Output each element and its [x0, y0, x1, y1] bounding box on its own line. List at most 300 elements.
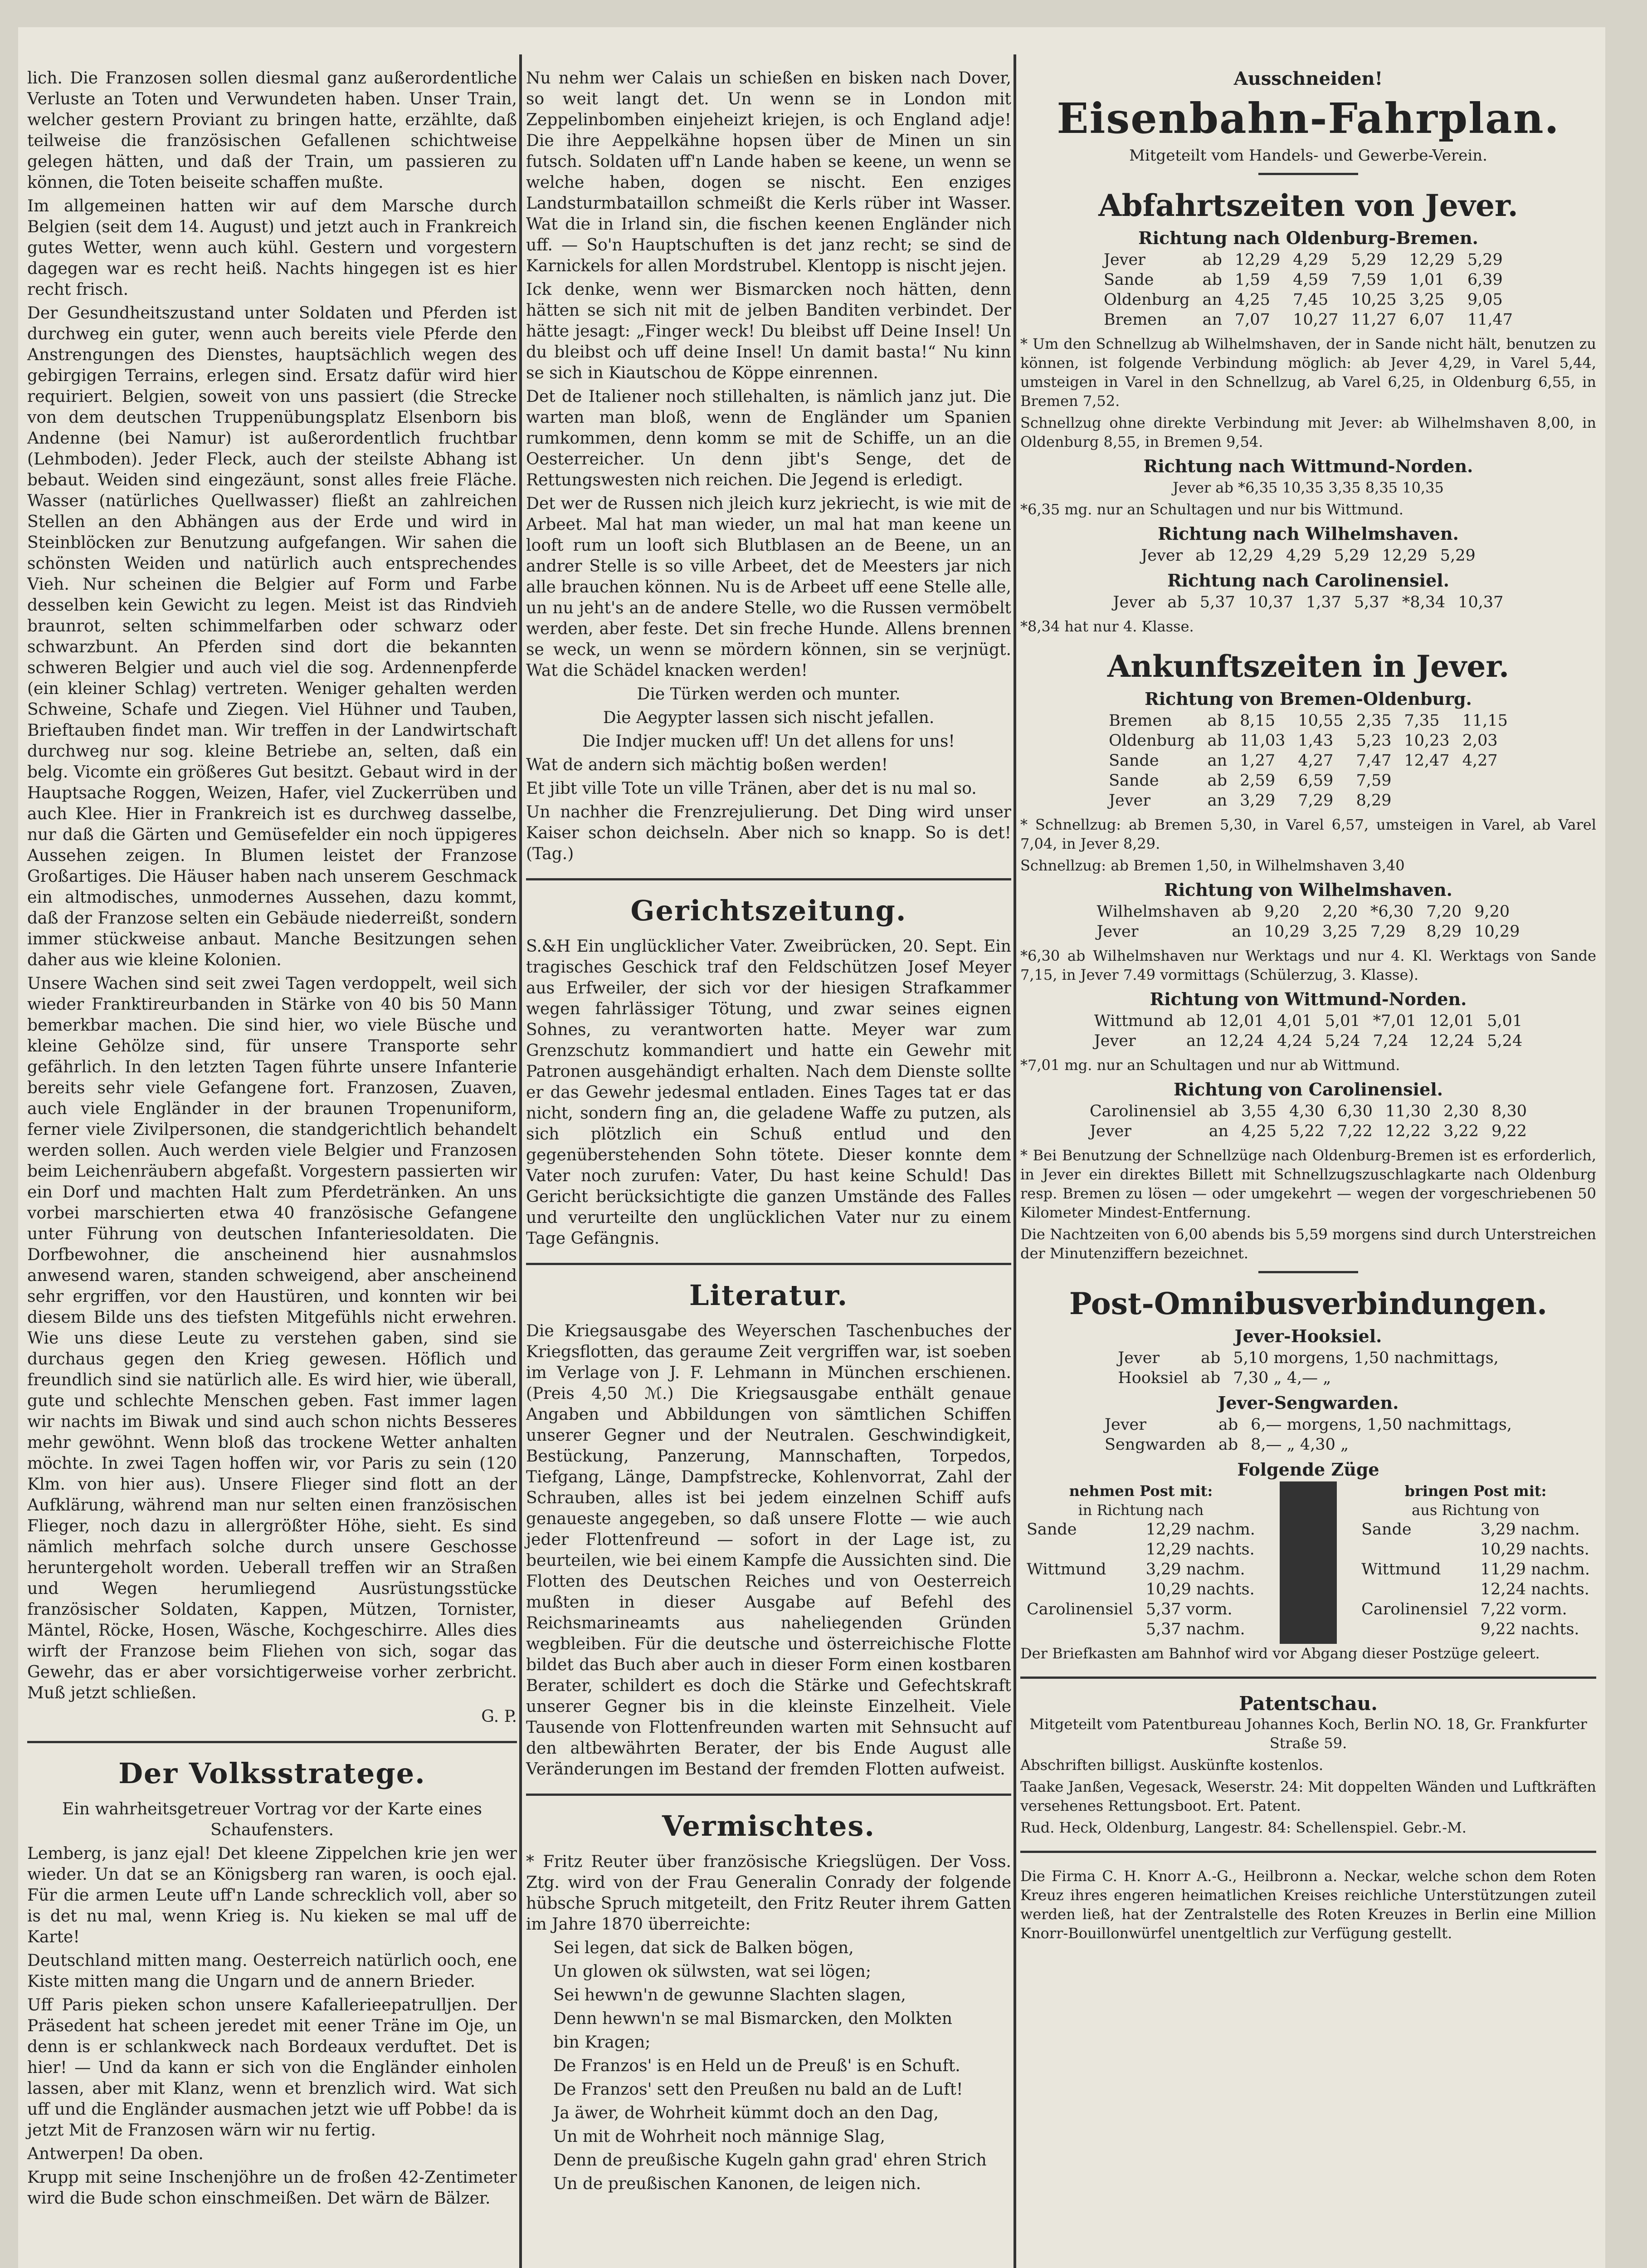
poem-line: Denn de preußische Kugeln gahn grad' ehren Strich: [553, 2151, 987, 2170]
table-cell: 5,24: [1487, 1032, 1523, 1050]
table-cell: 12,29 nachts.: [1145, 1540, 1255, 1559]
timetable-note: *8,34 hat nur 4. Klasse.: [1020, 618, 1194, 635]
table-cell: 2,20: [1322, 903, 1358, 921]
table-cell: 5,37 vorm.: [1145, 1600, 1233, 1618]
table-cell: 12,01: [1429, 1012, 1475, 1030]
table-cell: [1456, 791, 1514, 811]
table-cell: 7,47: [1356, 752, 1392, 770]
table-cell: 3,29: [1240, 792, 1276, 810]
table-cell: 6,— morgens, 1,50 nachmittags,: [1251, 1416, 1512, 1434]
article-paragraph: * Fritz Reuter über französische Kriegslügen. Der Voss. Ztg. wird von der Frau Generalin Conrady der folgende hübsche Spruch mitgeteilt, den Fritz Reuter ihrem Gatten im Jahre 1870 überreichte:: [526, 1853, 1011, 1934]
article-paragraph: Lemberg, is janz ejal! Det kleene Zippelchen krie jen wer wieder. Un dat se an Königsberg ran waren, is ooch ejal. Für die armen Leute uff'n Lande schrecklich voll, aber so is det nu mal, wenn Krieg is. Nu kieken se mal uff de Karte!: [27, 1844, 517, 1946]
poem-line: Sei hewwn'n de gewunne Slachten slagen,: [553, 1986, 906, 2004]
signature: G. P.: [481, 1707, 517, 1726]
table-row: [1083, 1101, 1533, 1121]
article-paragraph: Un nachher die Frenzrejulierung. Det Ding wird unser Kaiser schon deichseln. Aber nich so knapp. So is det! (Tag.): [526, 803, 1011, 863]
heading-volksstratege: Der Volksstratege.: [118, 1757, 426, 1790]
table-cell: ab: [1218, 1436, 1238, 1454]
table-cell: 7,22: [1337, 1122, 1373, 1140]
table-cell: 12,29: [1228, 547, 1273, 565]
heading-literatur: Literatur.: [689, 1279, 848, 1312]
timetable-note: *6,35 mg. nur an Schultagen und nur bis Wittmund.: [1020, 501, 1403, 518]
table-cell: 10,37: [1458, 593, 1504, 611]
table-cell: Jever: [1141, 547, 1183, 565]
table-cell: Oldenburg: [1109, 732, 1195, 750]
table-cell: an: [1186, 1032, 1206, 1050]
poem: [526, 1938, 1011, 2195]
article-paragraph: Krupp mit seine Inschenjöhre un de froßen 42-Zentimeter wird die Bude schon einschmeißen. Det wärn de Bälzer.: [27, 2168, 517, 2208]
table-cell: [1355, 1579, 1474, 1599]
article-paragraph: Et jibt ville Tote un ville Tränen, aber det is nu mal so.: [526, 779, 977, 798]
table-cell: Sande: [1103, 271, 1154, 289]
column-rule: [519, 54, 522, 2268]
patent-entry: Rud. Heck, Oldenburg, Langestr. 84: Schellenspiel. Gebr.-M.: [1020, 1819, 1467, 1836]
table-row: [1097, 310, 1519, 330]
poem-line: Un mit de Wohrheit noch männige Slag,: [553, 2127, 885, 2146]
table-cell: Jever: [1096, 923, 1139, 941]
table-cell: 6,07: [1409, 311, 1445, 329]
short-rule: [1258, 1271, 1358, 1273]
poem-line: De Franzos' is en Held un de Preuß' is en Schuft.: [553, 2057, 960, 2075]
table-row: [1020, 1540, 1262, 1559]
table-cell: Hooksiel: [1118, 1369, 1189, 1387]
section-rule: [526, 1794, 1011, 1796]
table-cell: Carolinensiel: [1027, 1600, 1133, 1618]
table-row: [1355, 1540, 1596, 1559]
table-cell: 12,29: [1235, 251, 1281, 269]
table-cell: 2,59: [1240, 772, 1276, 790]
table-row: [1102, 771, 1514, 791]
table-cell: 4,30: [1289, 1102, 1325, 1120]
table-cell: 5,01: [1325, 1012, 1360, 1030]
cut-out-label: Ausschneiden!: [1233, 68, 1383, 89]
table-cell: 5,22: [1289, 1122, 1325, 1140]
table-cell: [1456, 771, 1514, 791]
table-cell: ab: [1186, 1012, 1206, 1030]
timetable-title: Eisenbahn-Fahrplan.: [1057, 94, 1560, 143]
direction-label: Richtung nach Wilhelmshaven.: [1158, 523, 1459, 544]
table-row: [1097, 250, 1519, 270]
table-row: [1091, 902, 1526, 922]
table-cell: 3,29 nachm.: [1145, 1560, 1245, 1579]
direction-label: Richtung von Wilhelmshaven.: [1164, 880, 1452, 900]
table-row: [1355, 1619, 1596, 1639]
article-line: Die Türken werden och munter.: [637, 685, 901, 704]
table-cell: *8,34: [1402, 593, 1446, 611]
column-1: [27, 68, 517, 2212]
table-row: [1102, 731, 1514, 751]
table-cell: 5,29: [1467, 251, 1503, 269]
table-cell: 5,29: [1440, 547, 1476, 565]
timetable-note: * Um den Schnellzug ab Wilhelmshaven, der in Sande nicht hält, benutzen zu können, ist folgende Verbindung möglich: ab Jever 4,29, in Varel 5,44, umsteigen in Varel in den Schnellzug, ab Varel 6,25, in Oldenburg 6,55, in Bremen 7,52.: [1020, 335, 1596, 410]
table-row: [1097, 270, 1519, 290]
table-cell: ab: [1207, 712, 1228, 730]
table-cell: 5,37: [1199, 593, 1235, 611]
timetable-note: Schnellzug ohne direkte Verbindung mit Jever: ab Wilhelmshaven 8,00, in Oldenburg 8,55, in Bremen 9,54.: [1020, 414, 1596, 450]
article-paragraph: Unsere Wachen sind seit zwei Tagen verdoppelt, weil sich wieder Franktireurbanden in Stärke von 40 bis 50 Mann bemerkbar machen. Die sind hier, wo viele Büsche und kleine Gehölze sind, für unsere Transporte sehr gefährlich. In den letzten Tagen führte unsere Infanterie bereits sehr viele Gefangene fort. Franzosen, Zuaven, auch viele Engländer in der braunen Tropenuniform, ferner viele Zivilpersonen, die standgerichtlich behandelt werden sollen. Auch werden viele Belgier und Franzosen beim Leichenräubern abgefaßt. Vorgestern passierten wir ein Dorf und machten Halt zum Pferdetränken. An uns vorbei marschierten etwa 40 französische Gefangene unter Führung von deutschen Infanteriesoldaten. Die Dorfbewohner, die anscheinend hier ausnahmslos anwesend waren, standen schweigend, aber anscheinend sehr ergriffen, vor den Haustüren, und konnten wir bei diesem Bilde uns des tiefsten Mitgefühls nicht erwehren. Wie uns diese Leute zu verstehen gaben, sind sie durchaus gegen den Krieg gewesen. Höflich und freundlich sind sie natürlich alle. Es wird hier, wie überall, gute und schlechte Menschen geben. Fast immer lagen wir nachts im Biwak und sind auch schon nichts Besseres mehr gewöhnt. Wenn bloß das trockene Wetter anhalten möchte. In zwei Tagen hoffen wir, vor Paris zu sein (120 Klm. von hier aus). Unsere Flieger sind flott an der Aufklärung, während man nur selten einen französischen Flieger, noch dazu in allergrößter Höhe, sieht. Es sind nämlich mehrfach solche durch unsere Geschosse heruntergeholt worden. Ueberall treffen wir an Straßen und Wegen herumliegend Ausrüstungsstücke französischer Soldaten, Kappen, Mützen, Tornister, Mäntel, Röcke, Hosen, Wäsche, Kochgeschirre. Alles dies wirft der Franzose beim Fliehen von sich, sogar das Gewehr, das er aber vorsichtigerweise vorher zerbricht. Muß jetzt schließen.: [27, 974, 517, 1702]
table-cell: 12,47: [1404, 752, 1450, 770]
heading-patentschau: Patentschau.: [1239, 1692, 1378, 1715]
table-cell: 2,30: [1443, 1102, 1479, 1120]
table-cell: 3,22: [1443, 1122, 1479, 1140]
heading-arrivals: Ankunftszeiten in Jever.: [1107, 649, 1510, 684]
table-cell: ab: [1201, 1349, 1221, 1367]
table-cell: 10,25: [1351, 291, 1397, 309]
patent-entry: Taake Janßen, Vegesack, Weserstr. 24: Mit doppelten Wänden und Luftkräften versehenes Rettungsboot. Ert. Patent.: [1020, 1778, 1596, 1814]
article-paragraph: Ick denke, wenn wer Bismarcken noch hätten, denn hätten se sich nit mit de jelben Banditen verbindet. Der hätte jesagt: „Finger weck! Du bleibst uff Deine Insel! Un du bleibst och uff deine Insel! Un damit basta!“ Nu kinn se sich in Kiautschou de Köppe einrennen.: [526, 280, 1011, 382]
table-cell: Sande: [1027, 1520, 1077, 1539]
direction-label: Richtung von Carolinensiel.: [1174, 1079, 1443, 1100]
table-cell: 12,24: [1218, 1032, 1264, 1050]
article-paragraph: Uff Paris pieken schon unsere Kafallerieepatrulljen. Der Präsedent hat scheen jeredet mit eener Träne im Oje, un denn is er schlankweck nach Bordeaux verduftet. Det is hier! — Und da kann er sich von die Engländer einholen lassen, aber mit Klanz, wenn et brenzlich wird. Wat sich uff und die Engländer ausmachen jetzt wie uff Pobbe! da is jetzt Mit de Franzosen wärn wir nu fertig.: [27, 1996, 517, 2140]
post-table: [1020, 1520, 1262, 1639]
table-row: [1097, 290, 1519, 310]
heading-departures: Abfahrtszeiten von Jever.: [1098, 188, 1518, 223]
table-cell: [1355, 1540, 1474, 1559]
table-cell: 7,59: [1356, 772, 1392, 790]
direction-label: Jever-Hooksiel.: [1234, 1326, 1382, 1346]
poem-line: Sei legen, dat sick de Balken bögen,: [553, 1939, 854, 1957]
table-cell: 12,29: [1409, 251, 1455, 269]
table-cell: 7,22 vorm.: [1480, 1600, 1567, 1618]
table-cell: Jever: [1094, 1032, 1136, 1050]
timetable-note: *7,01 mg. nur an Schultagen und nur ab Wittmund.: [1020, 1056, 1400, 1074]
table-cell: 2,35: [1356, 712, 1392, 730]
table-cell: 9,05: [1467, 291, 1503, 309]
table-cell: ab: [1167, 593, 1187, 611]
article-paragraph: Det wer de Russen nich jleich kurz jekriecht, is wie mit de Arbeet. Mal hat man wieder, un mal hat man keene un looft rum un looft sich Blutblasen an de Beene, un an andrer Stelle is so ville Arbeet, det de Meesters jar nich alle brauchen können. Nu is de Arbeet uff eene Stelle alle, un nu jeht's an de andere Stelle, wo die Russen vermöbelt werden, aber feste. Det sin freche Hunde. Allens brennen se weck, un wenn se mördern können, sin se verjnügt. Wat die Schädel knacken werden!: [526, 494, 1011, 680]
table-cell: Sande: [1361, 1520, 1412, 1539]
table-cell: 5,37: [1354, 593, 1389, 611]
table-row: [1355, 1599, 1596, 1619]
direction-label: Richtung nach Carolinensiel.: [1167, 570, 1449, 591]
timetable-row: Jever ab *6,35 10,35 3,35 8,35 10,35: [1173, 479, 1444, 496]
bus-timetable: [1098, 1415, 1518, 1455]
subheading: Ein wahrheitsgetreuer Vortrag vor der Karte eines Schaufensters.: [62, 1800, 482, 1839]
heading-vermischtes: Vermischtes.: [662, 1809, 875, 1843]
table-cell: 4,59: [1293, 271, 1329, 289]
column-rule: [1014, 54, 1016, 2268]
table-cell: 7,29: [1370, 923, 1406, 941]
article-paragraph: S.&H Ein unglücklicher Vater. Zweibrücken, 20. Sept. Ein tragisches Geschick traf den Feldschützen Josef Meyer aus Erfweiler, der sich vor der hiesigen Strafkammer wegen fahrlässiger Tötung, und zwar seines eignen Sohnes, zu verantworten hatte. Meyer war zum Grenzschutz kommandiert und hatte ein Gewehr mit Patronen ausgehändigt erhalten. Nach dem Dienste sollte er das Gewehr jedesmal entladen. Eines Tages tat er das nicht, sondern fing an, die geladene Waffe zu putzen, als sich plötzlich ein Schuß entlud und den gegenüberstehenden Sohn tötete. Dieser konnte dem Vater noch zurufen: Vater, Du hast keine Schuld! Das Gericht berücksichtigte die ganzen Umstände des Falles und verurteilte den unglücklichen Vater nur zu einem Tage Gefängnis.: [526, 937, 1011, 1248]
table-cell: [1355, 1619, 1474, 1639]
table-cell: ab: [1232, 903, 1252, 921]
article-paragraph: Wat de andern sich mächtig boßen werden!: [526, 756, 888, 774]
table-cell: 5,01: [1487, 1012, 1523, 1030]
timetable: [1091, 902, 1526, 942]
table-cell: 8,29: [1356, 792, 1392, 810]
table-cell: 7,35: [1404, 712, 1440, 730]
table-cell: [1398, 791, 1456, 811]
poem-line: Un de preußischen Kanonen, de leigen nich.: [553, 2175, 921, 2193]
table-row: [1102, 751, 1514, 771]
table-row: [1098, 1415, 1518, 1435]
table-cell: an: [1202, 291, 1223, 309]
direction-label: Richtung nach Wittmund-Norden.: [1143, 456, 1473, 476]
table-row: [1088, 1031, 1529, 1051]
table-row: [1111, 1368, 1505, 1388]
table-cell: 7,45: [1293, 291, 1329, 309]
table-cell: 1,43: [1298, 732, 1334, 750]
table-cell: 5,37 nachm.: [1145, 1620, 1245, 1638]
table-cell: Bremen: [1103, 311, 1167, 329]
table-cell: ab: [1201, 1369, 1221, 1387]
poem-line: De Franzos' sett den Preußen nu bald an de Luft!: [553, 2080, 963, 2099]
table-cell: 3,25: [1322, 923, 1358, 941]
table-cell: [1020, 1619, 1140, 1639]
table-cell: an: [1232, 923, 1252, 941]
article-paragraph: Der Gesundheitszustand unter Soldaten und Pferden ist durchweg ein guter, wenn auch bereits viele Pferde den Anstrengungen des Dienstes, hauptsächlich wegen des gebirgigen Terrains, erlegen sind. Ersatz dafür wird hier requiriert. Belgien, soweit von uns passiert (die Strecke von dem deutschen Truppenübungsplatz Elsenborn bis Andenne (bei Namur) ist außerordentlich fruchtbar (Lehmboden). Jeder Fleck, auch der steilste Abhang ist bebaut. Weiden sind eingezäunt, sonst alles freie Fläche. Wasser (natürliches Quellwasser) fließt an zahlreichen Stellen an den Abhängen aus der Erde und wird in Steinblöcken zur Benutzung aufgefangen. Wir sahen die schönsten Weiden und natürlich auch entsprechendes Vieh. Nur scheinen die Belgier auf Form und Farbe desselben kein Gewicht zu legen. Meist ist das Rindvieh braunrot, selten schimmelfarben oder schwarz oder schwarzbunt. An Pferden sind dort die bekannten schweren Belgier und auch viel die sog. Ardennenpferde (ein kleiner Schlag) vertreten. Weniger gehalten werden Schweine, Schafe und Ziegen. Viel Hühner und Tauben, Brieftauben findet man. Wir treffen in der Landwirtschaft durchweg nur sog. kleine Betriebe an, selten, daß ein belg. Vicomte ein größeres Gut besitzt. Gebaut wird in der Hauptsache Roggen, Weizen, Hafer, viel Zuckerrüben und auch Klee. Hier in Frankreich ist es durchweg dasselbe, nur daß die Gärten und Gemüsefelder ein noch üppigeres Aussehen zeigen. In Blumen leistet der Franzose Großartiges. Die Häuser haben nach unserem Geschmack ein altmodisches, unmodernes Aussehen, dazu kommt, daß der Franzose selten ein Gebäude niederreißt, sondern immer stückweise anbaut. Manche Besitzungen sehen daher aus wie kleine Kolonien.: [27, 304, 517, 969]
table-row: [1355, 1559, 1596, 1579]
column-separator: [1280, 1481, 1337, 1644]
section-rule: [27, 1741, 517, 1743]
table-cell: Jever: [1118, 1349, 1160, 1367]
direction-label: Jever-Sengwarden.: [1218, 1393, 1399, 1413]
poem-line: Un glowen ok sülwsten, wat sei lögen;: [553, 1962, 871, 1981]
table-cell: 5,24: [1325, 1032, 1360, 1050]
table-cell: 10,29 nachts.: [1145, 1580, 1255, 1598]
bus-timetable: [1111, 1348, 1505, 1388]
table-row: [1107, 592, 1510, 612]
table-cell: Jever: [1089, 1122, 1131, 1140]
table-cell: Sengwarden: [1105, 1436, 1206, 1454]
table-cell: 4,29: [1286, 547, 1321, 565]
table-cell: 9,20: [1264, 903, 1300, 921]
table-cell: an: [1208, 1122, 1229, 1140]
table-row: [1083, 1121, 1533, 1141]
poem-line: Denn hewwn'n se mal Bismarcken, den Molkten: [553, 2009, 952, 2028]
table-cell: 4,25: [1241, 1122, 1277, 1140]
post-note: Der Briefkasten am Bahnhof wird vor Abgang dieser Postzüge geleert.: [1020, 1645, 1540, 1662]
table-cell: 4,27: [1462, 752, 1498, 770]
table-cell: 6,59: [1298, 772, 1334, 790]
table-row: [1020, 1599, 1262, 1619]
patent-info: Mitgeteilt vom Patentbureau Johannes Koch, Berlin NO. 18, Gr. Frankfurter Straße 59.: [1029, 1716, 1587, 1752]
table-cell: 10,55: [1298, 712, 1344, 730]
heading-post-omnibus: Post-Omnibusverbindungen.: [1069, 1286, 1548, 1321]
table-cell: 4,29: [1293, 251, 1329, 269]
table-cell: Jever: [1109, 792, 1151, 810]
table-cell: 5,23: [1356, 732, 1392, 750]
table-cell: an: [1202, 311, 1223, 329]
timetable: [1083, 1101, 1533, 1141]
table-cell: 4,27: [1298, 752, 1334, 770]
poem-line: bin Kragen;: [553, 2033, 651, 2052]
table-cell: Wilhelmshaven: [1096, 903, 1219, 921]
table-cell: 6,39: [1467, 271, 1503, 289]
table-row: [1102, 791, 1514, 811]
table-cell: 11,15: [1462, 712, 1508, 730]
table-cell: 11,27: [1351, 311, 1397, 329]
table-row: [1135, 546, 1481, 566]
table-cell: 1,01: [1409, 271, 1445, 289]
table-cell: ab: [1208, 1102, 1228, 1120]
table-cell: ab: [1195, 547, 1215, 565]
article-paragraph: Deutschland mitten mang. Oesterreich natürlich ooch, ene Kiste mitten mang die Ungarn und de annern Brieder.: [27, 1951, 517, 1991]
table-cell: [1020, 1540, 1140, 1559]
article-paragraph: Nu nehm wer Calais un schießen en bisken nach Dover, so weit langt det. Un wenn se in London mit Zeppelinbomben einjeheizt kriejen, is och England adje! Die ihre Aeppelkähne hopsen über de Minen un sin futsch. Soldaten uff'n Lande haben se keene, un wenn se welche haben, dogen se nischt. Een enziges Landsturmbataillon schmeißt die Kerls rüber int Wasser. Wat die in Irland sin, die fischen keenen Engländer nich uff. — So'n Hauptschuften is det janz recht; se sind de Karnickels for allen Mordstrubel. Klentopp is nischt jejen.: [526, 69, 1011, 275]
table-row: [1102, 711, 1514, 731]
table-cell: 5,29: [1351, 251, 1387, 269]
article-paragraph: Det de Italiener noch stillehalten, is nämlich janz jut. Die warten man bloß, wenn de Engländer um Spanien rumkommen, denn komm se mit de Schiffe, un an die Oesterreicher. Un denn jibt's Senge, det de Rettungswesten nich reichen. Die Jegend is erledigt.: [526, 387, 1011, 489]
table-cell: 2,03: [1462, 732, 1498, 750]
section-rule: [526, 878, 1011, 880]
table-cell: 11,30: [1385, 1102, 1431, 1120]
table-cell: 10,29: [1264, 923, 1310, 941]
post-trains-incoming: [1355, 1481, 1596, 1644]
post-trains-outgoing: [1020, 1481, 1262, 1644]
table-cell: 10,27: [1293, 311, 1339, 329]
table-cell: ab: [1207, 732, 1228, 750]
timetable-note: Die Nachtzeiten von 6,00 abends bis 5,59 morgens sind durch Unterstreichen der Minutenziffern bezeichnet.: [1020, 1226, 1596, 1262]
poem-line: Ja äwer, de Wohrheit kümmt doch an den Dag,: [553, 2104, 939, 2122]
table-cell: 7,07: [1235, 311, 1270, 329]
table-cell: 5,10 morgens, 1,50 nachmittags,: [1233, 1349, 1499, 1367]
table-row: [1088, 1011, 1529, 1031]
timetable-subtitle: Mitgeteilt vom Handels- und Gewerbe-Verein.: [1129, 147, 1487, 165]
section-rule: [1020, 1851, 1596, 1853]
table-cell: 4,01: [1277, 1012, 1312, 1030]
table-row: [1020, 1579, 1262, 1599]
table-cell: Carolinensiel: [1361, 1600, 1468, 1618]
section-rule: [526, 1263, 1011, 1265]
table-cell: 8,15: [1240, 712, 1276, 730]
table-cell: 8,29: [1426, 923, 1462, 941]
table-cell: 12,24 nachts.: [1480, 1580, 1589, 1598]
table-cell: 11,47: [1467, 311, 1513, 329]
table-cell: ab: [1207, 772, 1228, 790]
table-cell: 7,59: [1351, 271, 1387, 289]
table-cell: an: [1207, 752, 1228, 770]
table-cell: 11,03: [1240, 732, 1286, 750]
timetable: [1102, 711, 1514, 811]
table-cell: Jever: [1113, 593, 1155, 611]
table-cell: Jever: [1105, 1416, 1146, 1434]
article-paragraph: Die Kriegsausgabe des Weyerschen Taschenbuches der Kriegsflotten, das geraume Zeit vergriffen war, ist soeben im Verlage von J. F. Lehmann in München erschienen. (Preis 4,50 ℳ.) Die Kriegsausgabe enthält genaue Angaben und Abbildungen von sämtlichen Schiffen unserer Gegner und der Neutralen. Geschwindigkeit, Bestückung, Panzerung, Mannschaften, Torpedos, Tiefgang, Länge, Dampfstrecke, Kohlenvorrat, Zahl der Schrauben, alles ist bei jedem einzelnen Schiff aufs genaueste angegeben, so daß unsere Flotte — wie auch jeder Flottenfreund — sofort in der Lage ist, zu beurteilen, wie bei einem Kampfe die Aussichten sind. Die Flotten des Deutschen Reiches und von Oesterreich mußten in dieser Ausgabe auf Befehl des Reichsmarineamts aus naheliegenden Gründen wegbleiben. Für die deutsche und österreichische Flotte bildet das Buch aber auch in dieser Form einen kostbaren Berater, schildert es doch die Stärke und Gefechtskraft unserer Gegner bis in die kleinste Einzelheit. Viele Tausende von Flottenfreunden warten mit Sehnsucht auf den altbewährten Berater, der bis Ende August alle Veränderungen im Bestand der fremden Flotten aufweist.: [526, 1322, 1011, 1779]
post-head: nehmen Post mit:: [1069, 1482, 1213, 1500]
table-row: [1355, 1520, 1596, 1540]
table-cell: 9,22: [1491, 1122, 1527, 1140]
table-row: [1355, 1579, 1596, 1599]
table-cell: *7,01: [1373, 1012, 1417, 1030]
direction-label: Richtung von Wittmund-Norden.: [1150, 989, 1467, 1009]
table-cell: Sande: [1109, 752, 1159, 770]
patent-info: Abschriften billigst. Auskünfte kostenlos.: [1020, 1756, 1324, 1774]
table-cell: ab: [1202, 251, 1222, 269]
table-cell: [1020, 1579, 1140, 1599]
heading-gerichtszeitung: Gerichtszeitung.: [630, 894, 907, 927]
table-cell: 12,24: [1429, 1032, 1475, 1050]
table-cell: 7,24: [1373, 1032, 1408, 1050]
table-cell: 3,25: [1409, 291, 1445, 309]
newspaper-page: [18, 27, 1605, 2268]
timetable: [1135, 546, 1481, 566]
table-cell: 10,29 nachts.: [1480, 1540, 1589, 1559]
table-row: [1111, 1348, 1505, 1368]
table-row: [1020, 1559, 1262, 1579]
direction-label: Folgende Züge: [1237, 1459, 1379, 1480]
table-cell: 8,30: [1491, 1102, 1527, 1120]
table-cell: Bremen: [1109, 712, 1172, 730]
table-cell: Wittmund: [1027, 1560, 1106, 1579]
table-cell: Oldenburg: [1103, 291, 1190, 309]
table-cell: 4,25: [1235, 291, 1270, 309]
table-cell: 1,27: [1240, 752, 1276, 770]
article-paragraph: lich. Die Franzosen sollen diesmal ganz außerordentliche Verluste an Toten und Verwundeten haben. Unser Train, welcher gestern Proviant zu bringen hatte, erzählte, daß teilweise die französischen Gefallenen schichtweise gelegen hätten, und daß der Train, um passieren zu können, die Toten beiseite schaffen mußte.: [27, 69, 517, 192]
column-3: [1020, 68, 1596, 1945]
table-cell: *6,30: [1370, 903, 1414, 921]
table-cell: 3,55: [1241, 1102, 1277, 1120]
table-cell: 9,20: [1474, 903, 1510, 921]
timetable-note: * Schnellzug: ab Bremen 5,30, in Varel 6,57, umsteigen in Varel, ab Varel 7,04, in Jever 8,29.: [1020, 816, 1596, 852]
table-cell: Wittmund: [1361, 1560, 1441, 1579]
table-cell: 9,22 nachts.: [1480, 1620, 1579, 1638]
table-cell: 7,20: [1426, 903, 1462, 921]
post-subhead: in Richtung nach: [1078, 1501, 1204, 1519]
table-cell: ab: [1218, 1416, 1238, 1434]
post-trains: [1020, 1481, 1596, 1644]
timetable-note: Schnellzug: ab Bremen 1,50, in Wilhelmshaven 3,40: [1020, 857, 1405, 874]
table-cell: 1,37: [1306, 593, 1341, 611]
table-cell: 11,29 nachm.: [1480, 1560, 1590, 1579]
table-cell: 3,29 nachm.: [1480, 1520, 1580, 1539]
table-cell: ab: [1202, 271, 1222, 289]
table-row: [1020, 1520, 1262, 1540]
timetable-note: *6,30 ab Wilhelmshaven nur Werktags und nur 4. Kl. Werktags von Sande 7,15, in Jever 7.49 vormittags (Schülerzug, 3. Klasse).: [1020, 947, 1596, 983]
table-cell: 1,59: [1235, 271, 1270, 289]
table-row: [1020, 1619, 1262, 1639]
timetable: [1097, 250, 1519, 330]
table-cell: 12,01: [1218, 1012, 1264, 1030]
article-paragraph: Antwerpen! Da oben.: [27, 2145, 204, 2163]
article-paragraph: Im allgemeinen hatten wir auf dem Marsche durch Belgien (seit dem 14. August) und jetzt auch in Frankreich gutes Wetter, wenn auch kühl. Gestern und vorgestern dagegen war es recht heiß. Nachts hingegen ist es hier recht frisch.: [27, 197, 517, 299]
direction-label: Richtung von Bremen-Oldenburg.: [1145, 689, 1472, 709]
table-row: [1091, 922, 1526, 942]
table-cell: 10,29: [1474, 923, 1520, 941]
table-cell: 10,23: [1404, 732, 1450, 750]
table-cell: 12,29: [1382, 547, 1428, 565]
post-subhead: aus Richtung von: [1412, 1501, 1540, 1519]
article-line: Die Aegypter lassen sich nischt jefallen.: [603, 709, 935, 727]
table-cell: 7,30 „ 4,— „: [1233, 1369, 1331, 1387]
section-rule: [1020, 1677, 1596, 1679]
article-line: Die Indjer mucken uff! Un det allens for uns!: [582, 732, 955, 751]
table-cell: 10,37: [1247, 593, 1293, 611]
table-cell: 12,29 nachm.: [1145, 1520, 1255, 1539]
table-cell: an: [1207, 792, 1228, 810]
table-cell: 5,29: [1334, 547, 1369, 565]
post-table: [1355, 1520, 1596, 1639]
table-cell: Wittmund: [1094, 1012, 1174, 1030]
table-cell: 8,— „ 4,30 „: [1251, 1436, 1349, 1454]
post-head: bringen Post mit:: [1404, 1482, 1547, 1500]
timetable-note: * Bei Benutzung der Schnellzüge nach Oldenburg-Bremen ist es erforderlich, in Jever ein direktes Billett mit Schnellzugszuschlagkarte nach Oldenburg resp. Bremen zu lösen — oder umgekehrt — wegen der vorgeschriebenen 50 Kilometer Mindest-Entfernung.: [1020, 1147, 1596, 1221]
column-2: [526, 68, 1011, 2197]
table-cell: 6,30: [1337, 1102, 1373, 1120]
table-row: [1098, 1435, 1518, 1455]
direction-label: Richtung nach Oldenburg-Bremen.: [1138, 228, 1478, 248]
table-cell: 7,29: [1298, 792, 1334, 810]
table-cell: 4,24: [1277, 1032, 1312, 1050]
table-cell: 12,22: [1385, 1122, 1431, 1140]
table-cell: Carolinensiel: [1089, 1102, 1196, 1120]
timetable: [1107, 592, 1510, 612]
short-rule: [1258, 173, 1358, 175]
timetable: [1088, 1011, 1529, 1051]
knorr-notice: Die Firma C. H. Knorr A.-G., Heilbronn a. Neckar, welche schon dem Roten Kreuz ihres engeren heimatlichen Kreises reichliche Unterstützungen zuteil werden ließ, hat der Zentralstelle des Roten Kreuzes in Berlin eine Million Knorr-Bouillonwürfel unentgeltlich zur Verfügung gestellt.: [1020, 1867, 1596, 1942]
table-cell: [1398, 771, 1456, 791]
table-cell: Jever: [1103, 251, 1145, 269]
